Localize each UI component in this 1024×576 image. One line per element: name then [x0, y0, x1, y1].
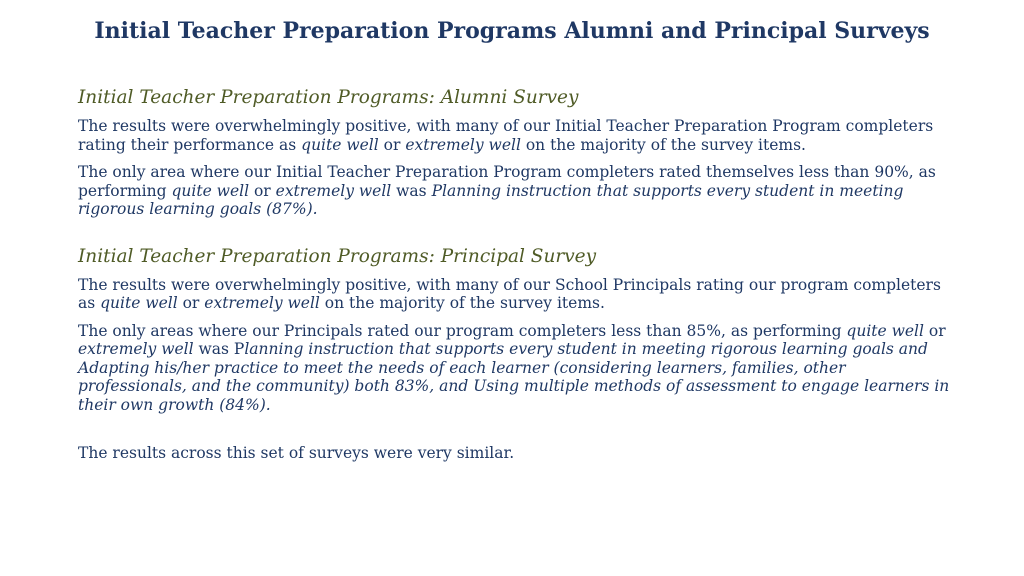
alumni-paragraph-2	[78, 163, 958, 219]
text-run-italic: extremely well	[275, 181, 392, 200]
principal-paragraph-1	[78, 276, 958, 313]
text-run: was P	[193, 340, 245, 358]
text-run: or	[249, 181, 276, 200]
text-run-italic: quite well	[171, 181, 250, 200]
principal-paragraph-2	[78, 322, 958, 415]
text-run: was	[391, 181, 432, 200]
alumni-paragraph-1	[78, 117, 958, 154]
text-run: The results were overwhelmingly positive, with many of our Initial Teacher Preparation Program completers rating their performance as	[78, 117, 934, 154]
text-run: The only areas where our Principals rated our program completers less than 85%, as performing	[78, 321, 847, 340]
text-run-italic: lanning instruction that supports every student in meeting rigorous learning goals and Adapting his/her practice to meet the needs of each learner (considering learners, families, other professionals, and the community) both 83%, and Using multiple methods of assessment to engage learners in their own growth (84%).	[78, 340, 950, 414]
text-run: or	[177, 294, 205, 312]
text-run: The results were overwhelmingly positive, with many of our School Principals rating our program completers as	[78, 275, 941, 312]
text-run: or	[923, 321, 946, 340]
text-run: or	[378, 135, 406, 154]
principal-survey-heading: Initial Teacher Preparation Programs: Principal Survey	[78, 245, 597, 267]
text-run-italic: quite well	[100, 294, 178, 312]
text-run-italic: extremely well	[78, 340, 194, 358]
text-run: on the majority of the survey items.	[319, 294, 605, 312]
principal-survey-section	[78, 245, 958, 415]
text-run-italic: quite well	[301, 135, 379, 154]
alumni-survey-heading: Initial Teacher Preparation Programs: Alumni Survey	[78, 87, 579, 108]
slide-content	[78, 86, 958, 472]
text-run-italic: extremely well	[204, 294, 320, 312]
conclusion-text: The results across this set of surveys were very similar.	[78, 444, 515, 462]
slide-title: Initial Teacher Preparation Programs Alumni and Principal Surveys	[94, 18, 930, 44]
text-run: The only area where our Initial Teacher Preparation Program completers rated themselves less than 90%, as performing	[78, 163, 936, 200]
text-run-italic: extremely well	[405, 135, 521, 154]
text-run-italic: Planning instruction that supports every student in meeting rigorous learning goals (87%).	[78, 181, 904, 218]
text-run: on the majority of the survey items.	[520, 135, 806, 154]
text-run-italic: quite well	[846, 321, 924, 340]
alumni-survey-section	[78, 86, 958, 219]
